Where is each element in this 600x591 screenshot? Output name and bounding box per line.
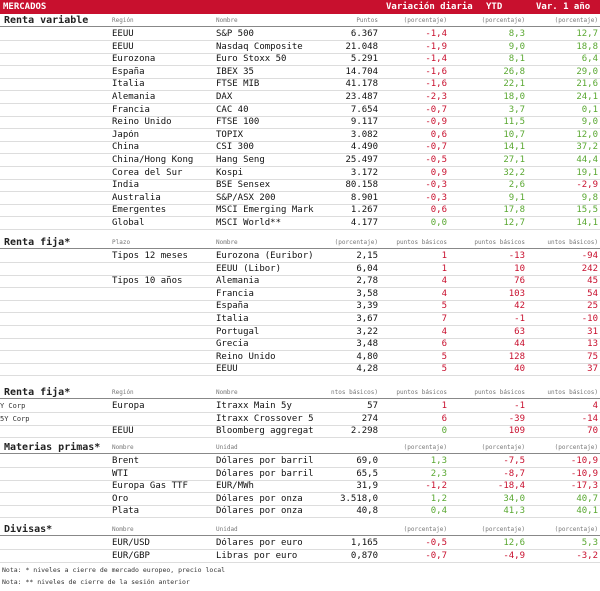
cell-daily: 0,6 — [430, 205, 447, 216]
cell-value: 4,28 — [356, 364, 378, 375]
cell-points: 41.178 — [345, 79, 378, 90]
table-row — [0, 41, 600, 54]
cell-name: Francia — [216, 288, 254, 299]
cell-points: 21.048 — [345, 41, 378, 52]
header-title: MERCADOS — [3, 2, 47, 12]
cell-ytd: 34,0 — [503, 493, 525, 504]
cell-value: 2.298 — [350, 426, 378, 437]
cell-name: EEUU (Libor) — [216, 263, 282, 274]
cell-ytd: 17,8 — [503, 205, 525, 216]
cell-year: -2,9 — [576, 180, 598, 191]
column-header: (porcentaje) — [481, 17, 525, 24]
cell-year: 13 — [587, 339, 598, 350]
cell-points: 6.367 — [350, 29, 378, 39]
table-row — [0, 53, 600, 66]
cell-daily: 5 — [441, 301, 447, 312]
cell-daily: -0,7 — [425, 104, 447, 115]
cell-points: 8.901 — [350, 192, 378, 203]
cell-daily: 5 — [441, 364, 447, 375]
cell-value: 31,9 — [356, 481, 378, 492]
cell-year: 25 — [587, 301, 598, 312]
column-header: ntos básicos) — [331, 389, 378, 396]
cell-name: DAX — [216, 92, 233, 102]
note-2: Nota: ** niveles de cierre de la sesión anterior — [2, 578, 190, 586]
cell-daily: 1,2 — [430, 493, 447, 504]
table-row — [0, 288, 600, 301]
table-row — [0, 425, 600, 438]
cell-ytd: 42 — [514, 301, 525, 312]
column-header: (porcentaje) — [334, 239, 378, 246]
cell-year: 37,2 — [576, 142, 598, 153]
cell-ytd: 3,7 — [508, 104, 525, 115]
column-header: (porcentaje) — [481, 444, 525, 451]
cell-ytd: 10 — [514, 263, 525, 274]
cell-year: 15,5 — [576, 205, 598, 216]
cell-points: 80.158 — [345, 180, 378, 191]
cell-name: MSCI World** — [216, 218, 282, 228]
column-header: Unidad — [216, 444, 238, 451]
section-title: Divisas* — [4, 524, 53, 535]
cell-ytd: -13 — [508, 251, 525, 261]
table-row — [0, 550, 600, 563]
cell-value: 0,870 — [350, 550, 378, 561]
cell-ytd: 12,6 — [503, 538, 525, 548]
table-row — [0, 104, 600, 117]
table-row — [0, 351, 600, 364]
column-header: (porcentaje) — [403, 444, 447, 451]
cell-ytd: 76 — [514, 276, 525, 287]
cell-unit: Libras por euro — [216, 550, 298, 561]
table-row — [0, 250, 600, 263]
cell-name: FTSE MIB — [216, 79, 260, 90]
cell-ytd: 26,8 — [503, 66, 525, 77]
cell-year: -94 — [581, 251, 598, 261]
table-row — [0, 326, 600, 339]
column-header: (porcentaje) — [554, 17, 598, 24]
table-row — [0, 66, 600, 79]
column-header: Nombre — [112, 526, 134, 533]
cell-ytd: 11,5 — [503, 117, 525, 128]
cell-daily: 0,0 — [430, 218, 447, 228]
cell-value: 3,39 — [356, 301, 378, 312]
cell-ytd: 109 — [508, 426, 525, 437]
markets-header — [0, 0, 600, 14]
cell-daily: 4 — [441, 326, 447, 337]
cell-ytd: -4,9 — [503, 550, 525, 561]
cell-daily: -1,6 — [425, 66, 447, 77]
cell-year: 44,4 — [576, 155, 598, 165]
cell-ytd: 18,0 — [503, 92, 525, 102]
cell-ytd: 128 — [508, 351, 525, 362]
cell-year: 6,4 — [581, 54, 598, 65]
cell-region: Francia — [112, 104, 150, 115]
cell-value: 3,67 — [356, 314, 378, 324]
cell-name: WTI — [112, 468, 129, 479]
cell-points: 7.654 — [350, 104, 378, 115]
cell-year: -10 — [581, 314, 598, 324]
cell-daily: 0,6 — [430, 129, 447, 140]
cell-daily: -1,6 — [425, 79, 447, 90]
cell-daily: 6 — [441, 413, 447, 424]
cell-name: EEUU — [216, 364, 238, 375]
cell-unit: Dólares por onza — [216, 493, 303, 504]
cell-year: 31 — [587, 326, 598, 337]
cell-name: Reino Unido — [216, 351, 276, 362]
cell-daily: -0,3 — [425, 192, 447, 203]
cell-ytd: 22,1 — [503, 79, 525, 90]
cell-points: 1.267 — [350, 205, 378, 216]
side-label: Y Corp — [0, 402, 26, 410]
table-row — [0, 263, 600, 276]
cell-name: Itraxx Main 5y — [216, 401, 292, 411]
cell-name: Kospi — [216, 167, 244, 178]
cell-ytd: 12,7 — [503, 218, 525, 228]
cell-daily: 7 — [441, 314, 447, 324]
cell-ytd: 27,1 — [503, 155, 525, 165]
cell-name: CSI 300 — [216, 142, 254, 153]
table-row — [0, 400, 600, 413]
column-header: untos básicos) — [547, 239, 598, 246]
cell-name: EUR/GBP — [112, 550, 150, 561]
column-header: puntos básicos — [396, 389, 447, 396]
cell-year: 0,1 — [581, 104, 598, 115]
cell-daily: 1 — [441, 263, 447, 274]
cell-value: 2,15 — [356, 251, 378, 261]
cell-region: Reino Unido — [112, 117, 172, 128]
cell-name: Bloomberg aggregat — [216, 426, 314, 437]
table-row — [0, 154, 600, 167]
cell-name: Nasdaq Composite — [216, 41, 303, 52]
cell-region: India — [112, 180, 140, 191]
cell-unit: Dólares por onza — [216, 506, 303, 517]
renta-fija-2-header — [0, 386, 600, 399]
cell-ytd: 32,2 — [503, 167, 525, 178]
table-row — [0, 192, 600, 205]
cell-daily: -1,9 — [425, 41, 447, 52]
cell-daily: -0,5 — [425, 538, 447, 548]
cell-name: Italia — [216, 314, 249, 324]
table-row — [0, 480, 600, 493]
table-row — [0, 363, 600, 376]
table-row — [0, 28, 600, 41]
cell-ytd: 2,6 — [508, 180, 525, 191]
table-row — [0, 455, 600, 468]
cell-name: BSE Sensex — [216, 180, 271, 191]
header-one-year: Var. 1 año — [536, 2, 591, 12]
cell-daily: 1 — [441, 401, 447, 411]
cell-region: Corea del Sur — [112, 167, 183, 178]
column-header: puntos básicos — [474, 239, 525, 246]
cell-region: Australia — [112, 192, 161, 203]
cell-region: España — [112, 66, 145, 77]
cell-daily: 1 — [441, 251, 447, 261]
cell-region: EEUU — [112, 41, 134, 52]
cell-daily: 6 — [441, 339, 447, 350]
cell-daily: -1,2 — [425, 481, 447, 492]
cell-value: 65,5 — [356, 468, 378, 479]
table-row — [0, 493, 600, 506]
column-header: Nombre — [216, 389, 238, 396]
cell-unit: EUR/MWh — [216, 481, 254, 492]
cell-name: Itraxx Crossover 5 — [216, 413, 314, 424]
cell-value: 4,80 — [356, 351, 378, 362]
cell-value: 6,04 — [356, 263, 378, 274]
cell-year: 5,3 — [581, 538, 598, 548]
cell-year: 9,0 — [581, 117, 598, 128]
table-row — [0, 313, 600, 326]
column-header: Nombre — [216, 17, 238, 24]
cell-daily: -0,7 — [425, 550, 447, 561]
cell-name: Plata — [112, 506, 140, 517]
cell-unit: Dólares por barril — [216, 468, 314, 479]
cell-points: 9.117 — [350, 117, 378, 128]
cell-year: 21,6 — [576, 79, 598, 90]
cell-points: 4.177 — [350, 218, 378, 228]
cell-points: 25.497 — [345, 155, 378, 165]
cell-name: S&P/ASX 200 — [216, 192, 276, 203]
cell-term: Tipos 10 años — [112, 276, 183, 287]
column-header: Unidad — [216, 526, 238, 533]
cell-value: 3,58 — [356, 288, 378, 299]
cell-ytd: 8,3 — [508, 29, 525, 39]
cell-name: Euro Stoxx 50 — [216, 54, 287, 65]
cell-name: Europa Gas TTF — [112, 481, 188, 492]
cell-ytd: 9,1 — [508, 192, 525, 203]
cell-unit: Dólares por euro — [216, 538, 303, 548]
cell-name: Oro — [112, 493, 129, 504]
cell-ytd: 8,1 — [508, 54, 525, 65]
side-label: 5Y Corp — [0, 415, 30, 423]
cell-region: EEUU — [112, 29, 134, 39]
cell-daily: -0,9 — [425, 117, 447, 128]
cell-year: -10,9 — [570, 468, 598, 479]
table-row — [0, 78, 600, 91]
table-row — [0, 468, 600, 481]
column-header: puntos básicos — [396, 239, 447, 246]
cell-ytd: 40 — [514, 364, 525, 375]
column-header: (porcentaje) — [481, 526, 525, 533]
header-ytd: YTD — [486, 2, 503, 12]
cell-value: 69,0 — [356, 456, 378, 466]
renta-fija-1-header — [0, 236, 600, 249]
cell-region: Eurozona — [112, 54, 156, 65]
cell-region: EEUU — [112, 426, 134, 437]
cell-year: 24,1 — [576, 92, 598, 102]
cell-ytd: -1 — [514, 314, 525, 324]
cell-points: 3.082 — [350, 129, 378, 140]
table-row — [0, 179, 600, 192]
cell-year: 75 — [587, 351, 598, 362]
cell-ytd: 103 — [508, 288, 525, 299]
table-row — [0, 204, 600, 217]
cell-value: 57 — [367, 401, 378, 411]
cell-region: Alemania — [112, 92, 156, 102]
cell-region: Japón — [112, 129, 140, 140]
section-title: Renta fija* — [4, 237, 71, 248]
cell-region: China/Hong Kong — [112, 155, 194, 165]
cell-ytd: 44 — [514, 339, 525, 350]
cell-points: 23.487 — [345, 92, 378, 102]
cell-name: Hang Seng — [216, 155, 265, 165]
cell-ytd: -39 — [508, 413, 525, 424]
column-header: (porcentaje) — [403, 526, 447, 533]
cell-year: 45 — [587, 276, 598, 287]
cell-points: 4.490 — [350, 142, 378, 153]
cell-ytd: 41,3 — [503, 506, 525, 517]
cell-value: 40,8 — [356, 506, 378, 517]
column-header: (porcentaje) — [554, 526, 598, 533]
cell-ytd: -7,5 — [503, 456, 525, 466]
cell-value: 274 — [361, 413, 378, 424]
column-header: Nombre — [216, 239, 238, 246]
table-row — [0, 167, 600, 180]
cell-ytd: 10,7 — [503, 129, 525, 140]
cell-ytd: 9,0 — [508, 41, 525, 52]
cell-daily: 0,9 — [430, 167, 447, 178]
section-title: Materias primas* — [4, 442, 101, 453]
cell-unit: Dólares por barril — [216, 456, 314, 466]
cell-ytd: 14,1 — [503, 142, 525, 153]
note-1: Nota: * niveles a cierre de mercado europeo, precio local — [2, 566, 226, 574]
cell-name: TOPIX — [216, 129, 244, 140]
cell-year: 19,1 — [576, 167, 598, 178]
cell-daily: -0,5 — [425, 155, 447, 165]
cell-value: 3.518,0 — [340, 493, 378, 504]
cell-year: 4 — [592, 401, 598, 411]
table-row — [0, 116, 600, 129]
cell-term: Tipos 12 meses — [112, 251, 188, 261]
column-header: Región — [112, 17, 134, 24]
cell-name: S&P 500 — [216, 29, 254, 39]
cell-region: China — [112, 142, 140, 153]
column-header: (porcentaje) — [403, 17, 447, 24]
cell-year: 18,8 — [576, 41, 598, 52]
cell-daily: -1,4 — [425, 54, 447, 65]
table-row — [0, 275, 600, 288]
column-header: Puntos — [356, 17, 378, 24]
cell-value: 3,48 — [356, 339, 378, 350]
cell-value: 2,78 — [356, 276, 378, 287]
renta-variable-header — [0, 14, 600, 27]
cell-year: 12,7 — [576, 29, 598, 39]
table-row — [0, 141, 600, 154]
cell-daily: 4 — [441, 276, 447, 287]
cell-year: 37 — [587, 364, 598, 375]
cell-points: 3.172 — [350, 167, 378, 178]
cell-year: 242 — [581, 263, 598, 274]
cell-region: Italia — [112, 79, 145, 90]
cell-daily: -2,3 — [425, 92, 447, 102]
table-row — [0, 300, 600, 313]
cell-name: MSCI Emerging Mark — [216, 205, 314, 216]
cell-year: 9,8 — [581, 192, 598, 203]
cell-name: Grecia — [216, 339, 249, 350]
column-header: (porcentaje) — [554, 444, 598, 451]
table-row — [0, 413, 600, 426]
cell-year: 14,1 — [576, 218, 598, 228]
cell-name: Portugal — [216, 326, 260, 337]
cell-daily: 1,3 — [430, 456, 447, 466]
cell-daily: -1,4 — [425, 29, 447, 39]
cell-value: 1,165 — [350, 538, 378, 548]
materias-primas-header — [0, 441, 600, 454]
cell-name: CAC 40 — [216, 104, 249, 115]
cell-name: Alemania — [216, 276, 260, 287]
table-row — [0, 91, 600, 104]
column-header: Plazo — [112, 239, 131, 246]
divisas-header — [0, 523, 600, 536]
section-title: Renta variable — [4, 15, 89, 26]
cell-points: 14.704 — [345, 66, 378, 77]
cell-year: 40,7 — [576, 493, 598, 504]
cell-year: -3,2 — [576, 550, 598, 561]
cell-daily: -0,7 — [425, 142, 447, 153]
cell-daily: 0 — [441, 426, 447, 437]
cell-name: Brent — [112, 456, 140, 466]
cell-year: 40,1 — [576, 506, 598, 517]
cell-name: IBEX 35 — [216, 66, 254, 77]
cell-region: Emergentes — [112, 205, 167, 216]
column-header: Nombre — [112, 444, 134, 451]
cell-name: Eurozona (Euribor) — [216, 251, 314, 261]
cell-name: FTSE 100 — [216, 117, 260, 128]
cell-year: 70 — [587, 426, 598, 437]
header-daily-change: Variación diaria — [386, 2, 473, 12]
cell-ytd: -1 — [514, 401, 525, 411]
cell-daily: -0,3 — [425, 180, 447, 191]
column-header: Región — [112, 389, 134, 396]
cell-points: 5.291 — [350, 54, 378, 65]
cell-daily: 0,4 — [430, 506, 447, 517]
cell-ytd: 63 — [514, 326, 525, 337]
cell-year: 54 — [587, 288, 598, 299]
table-row — [0, 537, 600, 550]
cell-year: -14 — [581, 413, 598, 424]
table-row — [0, 338, 600, 351]
cell-region: Global — [112, 218, 145, 228]
table-row — [0, 505, 600, 518]
cell-ytd: -18,4 — [497, 481, 525, 492]
column-header: puntos básicos — [474, 389, 525, 396]
cell-name: EUR/USD — [112, 538, 150, 548]
cell-year: 12,0 — [576, 129, 598, 140]
cell-year: -17,3 — [570, 481, 598, 492]
cell-region: Europa — [112, 401, 145, 411]
table-row — [0, 217, 600, 230]
table-row — [0, 129, 600, 142]
cell-value: 3,22 — [356, 326, 378, 337]
cell-name: España — [216, 301, 249, 312]
cell-daily: 4 — [441, 288, 447, 299]
cell-ytd: -8,7 — [503, 468, 525, 479]
section-title: Renta fija* — [4, 387, 71, 398]
column-header: untos básicos) — [547, 389, 598, 396]
cell-year: 29,0 — [576, 66, 598, 77]
cell-year: -10,9 — [570, 456, 598, 466]
cell-daily: 2,3 — [430, 468, 447, 479]
cell-daily: 5 — [441, 351, 447, 362]
